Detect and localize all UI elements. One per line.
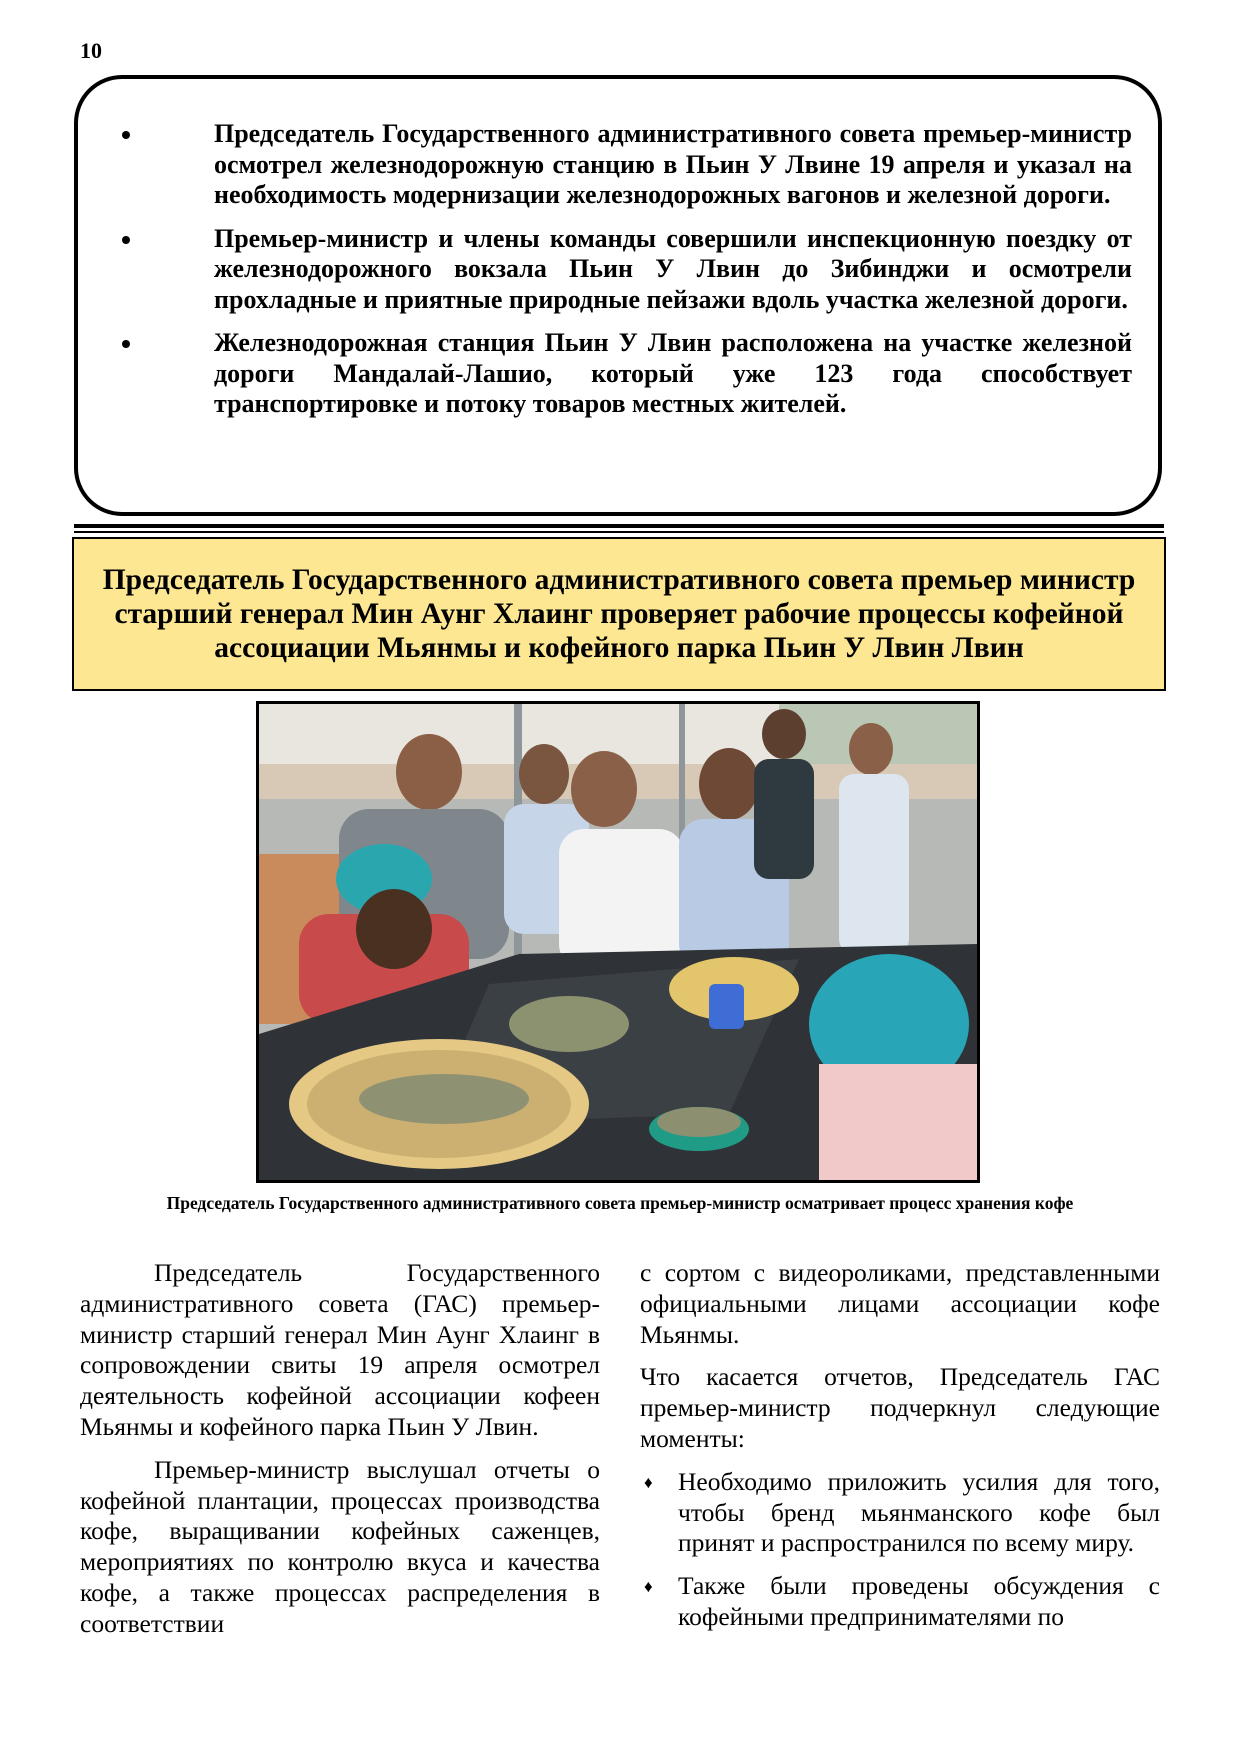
article-column-right bbox=[640, 1258, 1160, 1645]
article-photo bbox=[256, 701, 980, 1183]
photo-illustration bbox=[259, 704, 977, 1180]
summary-item bbox=[104, 224, 1132, 316]
photo-caption: Председатель Государственного административного совета премьер-министр осматривает процесс хранения кофе bbox=[166, 1193, 1074, 1213]
page-number: 10 bbox=[80, 38, 102, 63]
section-divider-thick bbox=[74, 524, 1164, 528]
summary-item-text: Премьер-министр и члены команды совершили инспекционную поездку от железнодорожного вокзала Пьин У Лвин до Зибинджи и осмотрели прохладные и приятные природные пейзажи вдоль участка железной дороги. bbox=[214, 223, 1132, 314]
article-paragraph: Председатель Государственного административного совета (ГАС) премьер-министр старший генерал Мин Аунг Хлаинг в сопровождении свиты 19 апреля осмотрел деятельность кофейной ассоциации кофеен Мьянмы и кофейного парка Пьин У Лвин. bbox=[80, 1258, 600, 1441]
article-bullet-item bbox=[640, 1467, 1160, 1559]
bullet-dot-icon bbox=[122, 131, 130, 139]
article-bullet-text: Необходимо приложить усилия для того, чтобы бренд мьянманского кофе был принят и распространился по всему миру. bbox=[678, 1466, 1160, 1558]
article-paragraph: с сортом с видеороликами, представленными официальными лицами ассоциации кофе Мьянмы. bbox=[640, 1258, 1160, 1349]
article-column-left bbox=[80, 1258, 600, 1652]
article-paragraph: Премьер-министр выслушал отчеты о кофейной плантации, процессах производства кофе, выращивании кофейных саженцев, мероприятиях по контролю вкуса и качества кофе, а также процессах распределения в соответствии bbox=[80, 1454, 600, 1638]
article-bullet-text: Также были проведены обсуждения с кофейными предпринимателями по bbox=[678, 1571, 1160, 1631]
headline-box bbox=[72, 537, 1166, 691]
diamond-bullet-icon: ♦ bbox=[644, 1577, 653, 1597]
article-bullet-item bbox=[640, 1571, 1160, 1633]
summary-list bbox=[104, 119, 1132, 433]
article-paragraph: Что касается отчетов, Председатель ГАС премьер-министр подчеркнул следующие моменты: bbox=[640, 1362, 1160, 1453]
summary-item bbox=[104, 328, 1132, 420]
headline: Председатель Государственного административного совета премьер министр старший генерал Мин Аунг Хлаинг проверяет рабочие процессы кофейной ассоциации Мьянмы и кофейного парка Пьин У Лвин Лвин bbox=[102, 564, 1136, 664]
summary-box bbox=[74, 75, 1162, 516]
summary-item-text: Председатель Государственного административного совета премьер-министр осмотрел железнодорожную станцию в Пьин У Лвине 19 апреля и указал на необходимость модернизации железнодорожных вагонов и железной дороги. bbox=[214, 119, 1132, 209]
diamond-bullet-icon: ♦ bbox=[644, 1472, 653, 1492]
summary-item bbox=[104, 119, 1132, 211]
bullet-dot-icon bbox=[122, 236, 130, 244]
article-bullet-list bbox=[640, 1467, 1160, 1633]
bullet-dot-icon bbox=[122, 340, 130, 348]
summary-item-text: Железнодорожная станция Пьин У Лвин расположена на участке железной дороги Мандалай-Лашио, который уже 123 года способствует транспортировке и потоку товаров местных жителей. bbox=[214, 328, 1132, 418]
section-divider-thin bbox=[74, 531, 1164, 533]
